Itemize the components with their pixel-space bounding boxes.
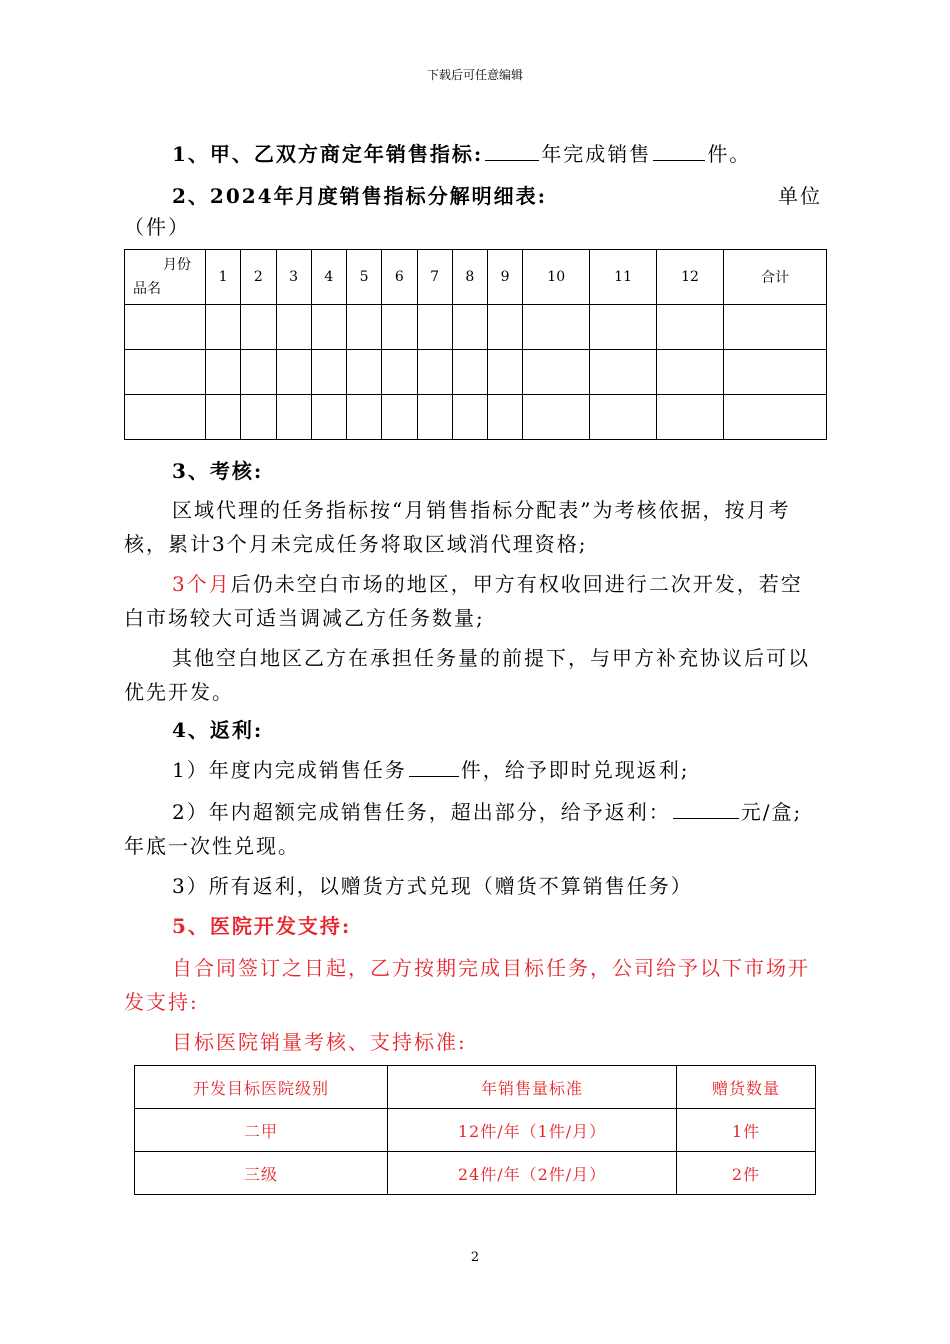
rebate-item-1-a: 1）年度内完成销售任务 [172, 758, 407, 782]
table-cell [206, 395, 241, 440]
table-cell: 2件 [677, 1152, 816, 1195]
table-cell [452, 350, 487, 395]
rebate-item-1-b: 件，给予即时兑现返利; [460, 758, 690, 782]
section-2-title: 2、2024年月度销售指标分解明细表: [172, 184, 547, 208]
table-row [125, 350, 827, 395]
month-header: 9 [488, 250, 523, 305]
table-cell [311, 395, 346, 440]
section-5-p1-line2: 发支持: [124, 990, 199, 1014]
table-cell: 1件 [677, 1109, 816, 1152]
table-cell [311, 350, 346, 395]
section-5-p1-line1: 自合同签订之日起，乙方按期完成目标任务，公司给予以下市场开 [172, 956, 810, 980]
table-cell [417, 395, 452, 440]
blank-annual-pieces [653, 144, 705, 161]
month-header: 7 [417, 250, 452, 305]
table-cell [241, 395, 276, 440]
month-header: 3 [276, 250, 311, 305]
table-cell [347, 395, 382, 440]
section-1-end: 件。 [707, 142, 752, 166]
month-header: 4 [311, 250, 346, 305]
blank-annual-target [485, 144, 539, 161]
section-5-p2: 目标医院销量考核、支持标准: [172, 1030, 467, 1054]
table-row [125, 305, 827, 350]
section-3-p3-line1: 其他空白地区乙方在承担任务量的前提下，与甲方补充协议后可以 [172, 646, 810, 670]
unit-pieces: （件） [124, 215, 190, 239]
total-header: 合计 [723, 250, 826, 305]
month-header: 11 [590, 250, 657, 305]
table-cell [241, 350, 276, 395]
table-cell [488, 350, 523, 395]
table-cell [590, 395, 657, 440]
table-row [135, 1109, 816, 1152]
table-cell [125, 350, 206, 395]
table-cell [452, 395, 487, 440]
rebate-item-2-b: 元/盒; [740, 800, 803, 824]
table-cell [590, 350, 657, 395]
table-cell [276, 350, 311, 395]
table-cell [382, 395, 417, 440]
table-cell [723, 395, 826, 440]
section-5-title: 5、医院开发支持: [172, 914, 352, 938]
corner-cell [125, 250, 206, 305]
table-cell [523, 350, 590, 395]
table-cell [206, 350, 241, 395]
month-header: 2 [241, 250, 276, 305]
month-header: 1 [206, 250, 241, 305]
table-cell [723, 305, 826, 350]
rebate-item-2-a: 2）年内超额完成销售任务，超出部分，给予返利： [172, 800, 671, 824]
table-cell [125, 395, 206, 440]
page-number: 2 [470, 1250, 480, 1265]
table-cell [488, 305, 523, 350]
month-header: 8 [452, 250, 487, 305]
header-hospital-level: 开发目标医院级别 [135, 1066, 388, 1109]
section-1 [172, 138, 751, 167]
page-header: 下载后可任意编辑 [426, 68, 523, 82]
table-header-row [135, 1066, 816, 1109]
table-cell [452, 305, 487, 350]
table-cell [241, 305, 276, 350]
table-row [135, 1152, 816, 1195]
table-cell [488, 395, 523, 440]
table-cell [723, 350, 826, 395]
table-header-row [125, 250, 827, 305]
section-3-p2-text: 后仍未空白市场的地区，甲方有权收回进行二次开发，若空 [230, 572, 803, 596]
table-cell [206, 305, 241, 350]
table-row [125, 395, 827, 440]
table-cell [590, 305, 657, 350]
rebate-item-2-line2: 年底一次性兑现。 [124, 834, 300, 858]
table-cell [417, 350, 452, 395]
month-header: 6 [382, 250, 417, 305]
rebate-item-2 [172, 796, 802, 825]
monthly-target-table [124, 249, 827, 440]
section-3-p2-line2: 白市场较大可适当调减乙方任务数量; [124, 606, 485, 630]
rebate-item-3: 3）所有返利，以赠货方式兑现（赠货不算销售任务） [172, 874, 693, 898]
section-3-p1-line1: 区域代理的任务指标按“月销售指标分配表”为考核依据，按月考 [172, 498, 791, 522]
header-gift-quantity: 赠货数量 [677, 1066, 816, 1109]
header-annual-sales: 年销售量标准 [388, 1066, 677, 1109]
table-cell [523, 305, 590, 350]
table-cell [125, 305, 206, 350]
table-cell [347, 305, 382, 350]
table-cell [523, 395, 590, 440]
blank-rebate-amount [673, 802, 739, 819]
table-cell [276, 305, 311, 350]
table-cell: 24件/年（2件/月） [388, 1152, 677, 1195]
table-cell [311, 305, 346, 350]
section-1-label: 1、甲、乙双方商定年销售指标: [172, 142, 484, 166]
hospital-support-table [134, 1065, 816, 1195]
month-header: 10 [523, 250, 590, 305]
corner-product: 品名 [133, 281, 161, 297]
table-cell [417, 305, 452, 350]
table-cell [657, 305, 724, 350]
month-header: 5 [347, 250, 382, 305]
month-header: 12 [657, 250, 724, 305]
table-cell [347, 350, 382, 395]
section-3-title: 3、考核: [172, 459, 264, 483]
three-months-highlight: 3个月 [172, 572, 231, 596]
table-cell: 三级 [135, 1152, 388, 1195]
table-cell: 12件/年（1件/月） [388, 1109, 677, 1152]
corner-month: 月份 [163, 257, 191, 273]
table-cell [657, 395, 724, 440]
section-1-mid: 年完成销售 [541, 142, 652, 166]
table-cell [382, 350, 417, 395]
table-cell [382, 305, 417, 350]
section-4-title: 4、返利: [172, 718, 264, 742]
section-3-p3-line2: 优先开发。 [124, 680, 234, 704]
table-cell: 二甲 [135, 1109, 388, 1152]
section-3-p2-line1 [172, 568, 803, 597]
rebate-item-1 [172, 754, 689, 783]
blank-rebate-pieces [409, 760, 459, 777]
unit-label: 单位 [778, 184, 822, 208]
table-cell [276, 395, 311, 440]
table-cell [657, 350, 724, 395]
section-3-p1-line2: 核，累计3个月未完成任务将取区域消代理资格; [124, 532, 588, 556]
